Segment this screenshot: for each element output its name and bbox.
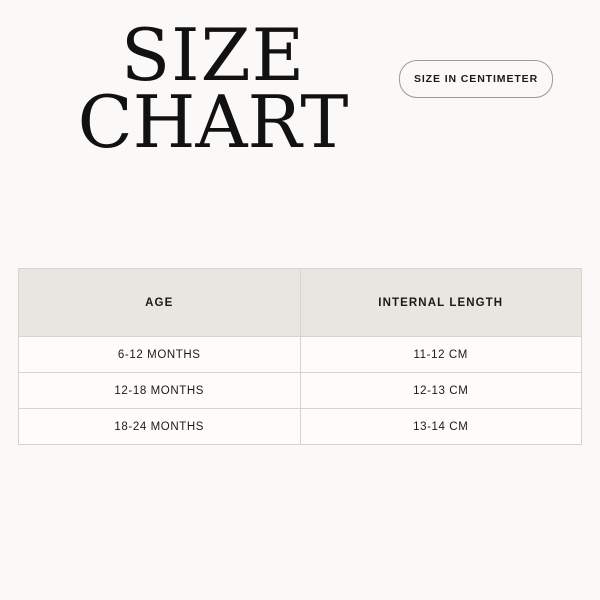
table-body [19,337,582,445]
size-table-container [18,268,582,445]
size-table [18,268,582,445]
cell-internal-length: 12-13 CM [300,373,582,409]
table-header-row [19,269,582,337]
unit-badge-label: SIZE IN CENTIMETER [413,73,539,85]
cell-age: 6-12 MONTHS [19,337,301,373]
header [0,0,600,164]
table-header [19,269,582,337]
page-title-line-1: SIZE [120,13,306,97]
table-row [19,337,582,373]
column-header-age: AGE [19,269,301,337]
cell-internal-length: 11-12 CM [300,337,582,373]
cell-age: 18-24 MONTHS [19,409,301,445]
cell-internal-length: 13-14 CM [300,409,582,445]
column-header-internal-length: INTERNAL LENGTH [300,269,582,337]
table-row [19,409,582,445]
page-title [28,13,398,164]
page-title-line-2: CHART [77,79,349,164]
cell-age: 12-18 MONTHS [19,373,301,409]
unit-badge [399,60,553,98]
table-row [19,373,582,409]
